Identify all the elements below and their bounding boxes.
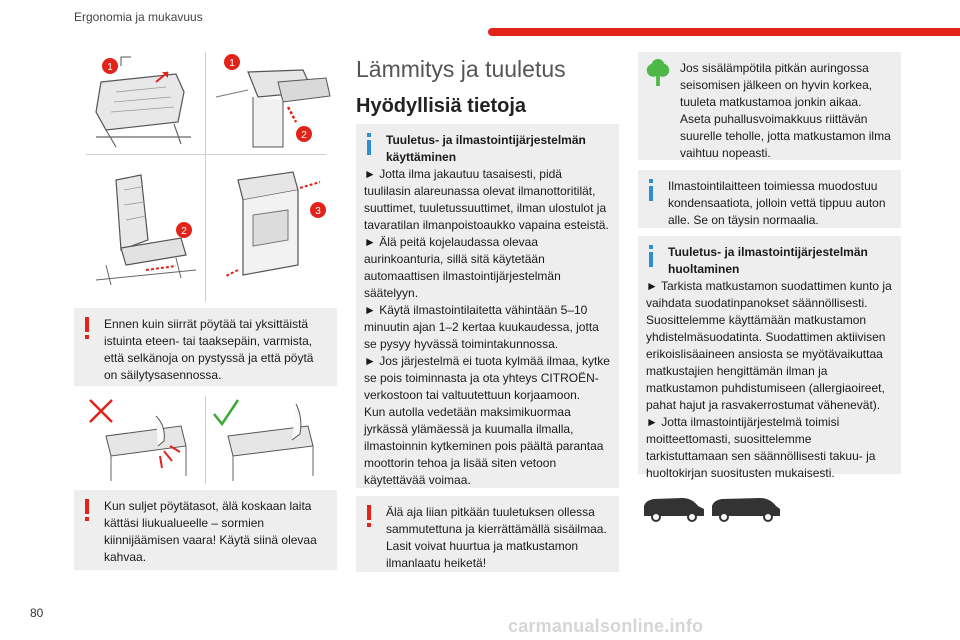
tree-icon (644, 58, 672, 88)
svg-text:3: 3 (315, 206, 321, 217)
info-box (638, 236, 901, 480)
exclamation-icon (84, 317, 90, 339)
info-box (356, 124, 619, 488)
page-number: 80 (30, 606, 44, 620)
info-box (638, 170, 901, 228)
figure-divider (205, 52, 206, 302)
svg-text:2: 2 (301, 130, 307, 141)
van-icons (642, 494, 782, 524)
sub-title: Hyödyllisiä tietoja (356, 95, 527, 117)
warning-box (74, 308, 337, 386)
eco-box (638, 52, 901, 160)
van-long-icon (712, 498, 780, 521)
exclamation-icon (84, 499, 90, 521)
svg-text:1: 1 (229, 58, 235, 69)
figure-table-slide (208, 52, 334, 152)
info-body: ► Jotta ilma jakautuu tasaisesti, pidä tuulilasin alareunassa olevat ilmanottoritilät, suuttimet, tuuletussuuttimet, ilman ulostulot ja tavaratilan ilmanpoistoaukko vapaina esteistä. ► Älä peitä kojelaudassa olevaa aurinkoanturia, sillä sitä käytetään automaattisen ilmastointijärjestelmän säätelyyn. ► Käytä ilmastointilaitetta vähintään 5–10 minuutin ajan 1–2 kertaa kuukaudessa, jotta se pysyy hyvässä toimintakunnossa. ► Jos järjestelmä ei tuota kylmää ilmaa, kytke se pois toiminnasta ja ota yhteys CITROËN-verkostoon tai valtuutettuun korjaamoon. Kun autolla vedetään maksimikuormaa jyrkässä ylämäessä ja kuumalla ilmalla, ilmastoinnin kytkeminen pois päältä parantaa moottorin tehoa ja lisää siten vetoon käytettävää voimaa. (364, 167, 610, 487)
info-heading: Tuuletus- ja ilmastointijärjestelmän huoltaminen (668, 245, 868, 276)
eco-text: Jos sisälämpötila pitkän auringossa seisomisen jälkeen on hyvin korkea, tuuleta matkustamoa jonkin aikaa. Aseta puhallusvoimakkuus riittävän suurelle teholle, jotta matkustamon ilma vaihtuu nopeasti. (680, 61, 891, 160)
figure-hand-right (208, 396, 334, 484)
watermark: carmanualsonline.info (508, 616, 704, 636)
warning-text: Älä aja liian pitkään tuuletuksen ollessa sammutettuna ja kierrättämällä sisäilmaa. Lasit voivat huurtua ja matkustamon ilmanlaatu heiketä! (386, 505, 607, 570)
exclamation-icon (366, 505, 372, 527)
figure-seat-tilt (86, 52, 204, 152)
info-icon (648, 245, 654, 267)
figure-divider (205, 396, 206, 484)
warning-text: Kun suljet pöytätasot, älä koskaan laita kättäsi liukualueelle – sormien kiinnijäämisen vaara! Käytä siinä olevaa kahvaa. (104, 499, 317, 564)
warning-box (356, 496, 619, 572)
info-icon (648, 179, 654, 201)
check-icon (214, 400, 238, 424)
info-body: ► Tarkista matkustamon suodattimen kunto ja vaihdata suodatinpanokset säännöllisesti. Suosittelemme käyttämään matkustamon yhdistelmäsuodatinta. Suodattimen aktiivisen erikoislisäaineen ansiosta se myötävaikuttaa matkustajien hengittämän ilman ja matkustamon puhdistumiseen (allergiaoireet, pahat hajut ja rasvakerrostumat vähenevät). ► Jotta ilmastointijärjestelmä toimisi moitteettomasti, suosittelemme tarkistuttamaan sen säännöllisesti takuu- ja huoltokirjan suositusten mukaisesti. (646, 279, 892, 480)
figure-hand-wrong (86, 396, 204, 484)
section-title: Lämmitys ja tuuletus (356, 56, 566, 82)
figure-seat-slide (86, 160, 204, 300)
svg-text:2: 2 (181, 226, 187, 237)
figure-divider (86, 154, 326, 155)
info-icon (366, 133, 372, 155)
svg-text:1: 1 (107, 62, 113, 73)
header-section-title: Ergonomia ja mukavuus (74, 10, 203, 24)
info-heading: Tuuletus- ja ilmastointijärjestelmän käyttäminen (386, 133, 586, 164)
cross-icon (90, 400, 112, 422)
warning-box (74, 490, 337, 570)
info-text: Ilmastointilaitteen toimiessa muodostuu kondensaatiota, jolloin vettä tippuu auton alle. Se on täysin normaalia. (668, 179, 886, 227)
header-accent-bar (488, 28, 960, 36)
figure-console-slide (208, 160, 334, 300)
van-short-icon (644, 498, 704, 521)
warning-text: Ennen kuin siirrät pöytää tai yksittäistä istuinta eteen- tai taaksepäin, varmista, että selkänoja on pystyssä ja että pöytä on säilytysasennossa. (104, 317, 314, 382)
